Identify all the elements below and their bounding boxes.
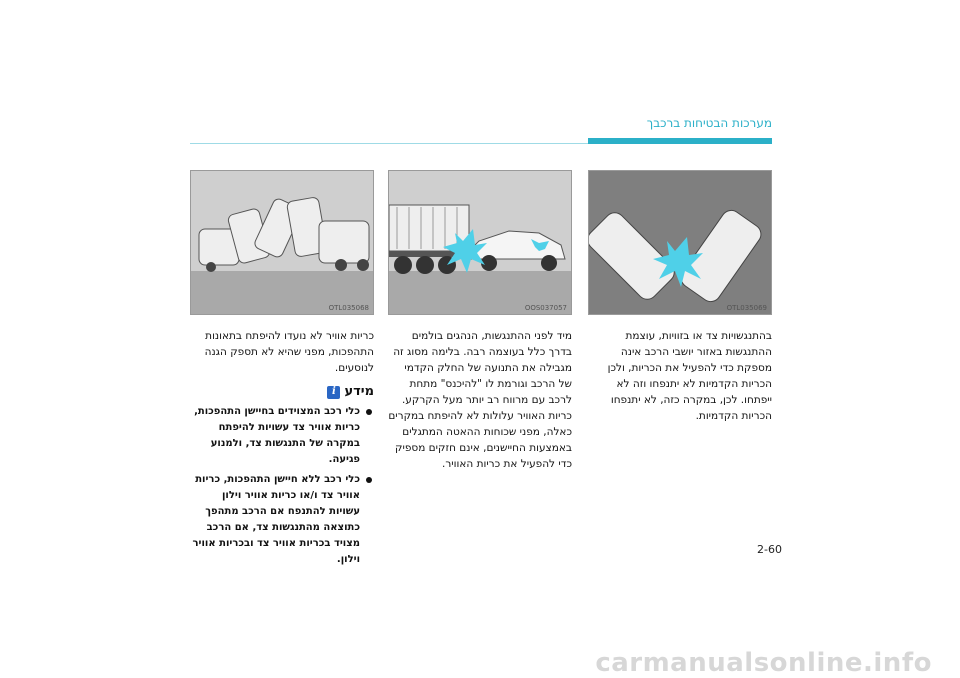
figure-angled-collision (588, 170, 772, 315)
figure-rollover (190, 170, 374, 315)
paragraph: מיד לפני ההתנגשות, הנהגים בולמים בדרך כלל בעוצמה רבה. בלימה מסוג זה מגבילה את התנועה של החלק הקדמי של הרכב וגורמת לו "להיכנס" מתחת לרכב עם מרווח רב יותר מעל הקרקע. כריות האוויר עלולות לא להיפתח במקרים כאלה, מפני שכוחות ההאטה המתגלים באמצעות החיישנים, אינם חזקים מספיק כדי להפעיל את כריות האוויר. (388, 330, 572, 470)
info-icon: i (327, 386, 340, 399)
list-item-text: כלי רכב ללא חיישן התהפכות, כריות אוויר צד ו/או כריות אוויר וילון עשויות להתנפח אם הרכב מתהפך כתוצאה מהתנגשות צד, אם הרכב מצויד בכריות אוויר צד ובכריות אוויר וילון. (192, 474, 360, 565)
header-title: מערכות הבטיחות ברכבך (646, 116, 772, 130)
list-item (190, 472, 374, 568)
figure-code: OTL035069 (726, 304, 767, 312)
text-column-right (588, 328, 772, 424)
paragraph: בהתנגשויות צד או בזוויות, עוצמת ההתנגשות באזור יושבי הרכב אינה מספקת כדי להפעיל את הכריות, ולכן הכריות הקדמיות לא יתנפחו וזה לא ייפתחו. לכן, במקרה כזה, לא יתנפחו הכריות הקדמיות. (607, 330, 772, 422)
page-number: 2-60 (757, 543, 782, 556)
info-list (190, 404, 374, 568)
list-item (190, 404, 374, 468)
text-column-middle (388, 328, 572, 472)
list-item-text: כלי רכב המצוידים בחיישן התהפכות, כריות אוויר צד עשויות להיפתח במקרה של התנגשות צד, ולמנוע פגיעה. (194, 406, 360, 465)
bullet-icon (366, 477, 372, 483)
figure-code: OOS037057 (524, 304, 567, 312)
info-heading (190, 384, 374, 400)
bullet-icon (366, 409, 372, 415)
paragraph: כריות אוויר לא נועדו להיפתח בתאונות התהפכות, מפני שהיא לא תספק הגנה לנוסעים. (204, 330, 374, 374)
underride-illustration (389, 171, 572, 315)
watermark: carmanualsonline.info (595, 648, 932, 678)
header-accent-bar (588, 138, 772, 144)
info-title: מידע (344, 384, 374, 399)
rollover-illustration (191, 171, 374, 315)
angled-collision-illustration (589, 171, 772, 315)
text-column-left (190, 328, 374, 572)
figure-code: OTL035068 (328, 304, 369, 312)
figure-underride (388, 170, 572, 315)
